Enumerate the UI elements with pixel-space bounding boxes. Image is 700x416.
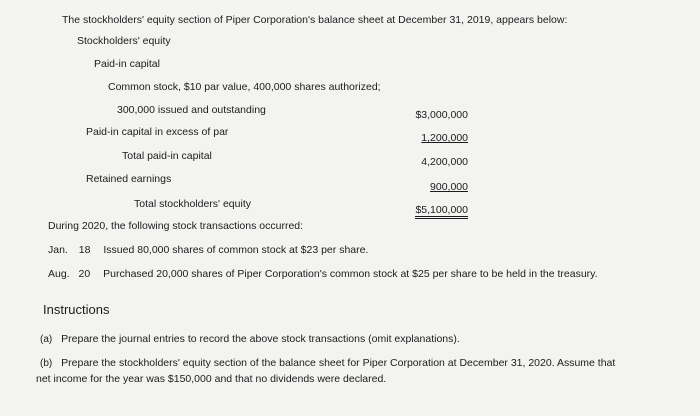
common-stock-amount: $3,000,000: [415, 109, 468, 121]
instruction-text: Prepare the journal entries to record the above stock transactions (omit explanations).: [61, 333, 460, 345]
transaction-row: [48, 244, 368, 256]
instruction-label: (b): [40, 358, 53, 369]
total-equity-amount: [378, 204, 468, 216]
apic-amount-value: 1,200,000: [421, 132, 468, 144]
apic-amount: [378, 132, 468, 144]
total-paid-in-amount: 4,200,000: [421, 156, 468, 168]
transaction-row: [48, 268, 598, 280]
transaction-month: Jan.: [48, 244, 68, 256]
retained-earnings-value: 900,000: [430, 181, 468, 193]
retained-earnings-amount: [378, 181, 468, 193]
total-equity-value: $5,100,000: [415, 204, 468, 219]
transactions-intro: During 2020, the following stock transactions occurred:: [48, 220, 304, 232]
intro-text: The stockholders' equity section of Piper Corporation's balance sheet at December 31, 2019, appears below:: [62, 14, 568, 26]
transaction-text: Purchased 20,000 shares of Piper Corporation's common stock at $25 per share to be held in the treasury.: [103, 268, 598, 280]
retained-earnings-label: Retained earnings: [86, 173, 172, 185]
paid-in-capital-label: Paid-in capital: [94, 58, 160, 70]
total-equity-label: Total stockholders' equity: [134, 198, 251, 210]
instruction-text: Prepare the stockholders' equity section of the balance sheet for Piper Corporation at December 31, 2020. Assume that: [61, 357, 616, 369]
instruction-b-line2: net income for the year was $150,000 and that no dividends were declared.: [36, 373, 387, 385]
instruction-b: [40, 357, 615, 369]
transaction-month: Aug.: [48, 268, 70, 280]
transaction-day: 20: [78, 268, 91, 280]
transaction-text: Issued 80,000 shares of common stock at $23 per share.: [103, 244, 369, 256]
transaction-day: 18: [78, 244, 91, 256]
apic-label: Paid-in capital in excess of par: [86, 126, 229, 138]
common-stock-line2: 300,000 issued and outstanding: [117, 104, 266, 116]
total-paid-in-label: Total paid-in capital: [122, 150, 212, 162]
common-stock-line1: Common stock, $10 par value, 400,000 shares authorized;: [108, 81, 381, 93]
instructions-title: Instructions: [43, 302, 110, 317]
equity-heading: Stockholders' equity: [77, 35, 171, 47]
instruction-label: (a): [40, 334, 53, 345]
instruction-a: [40, 333, 460, 345]
